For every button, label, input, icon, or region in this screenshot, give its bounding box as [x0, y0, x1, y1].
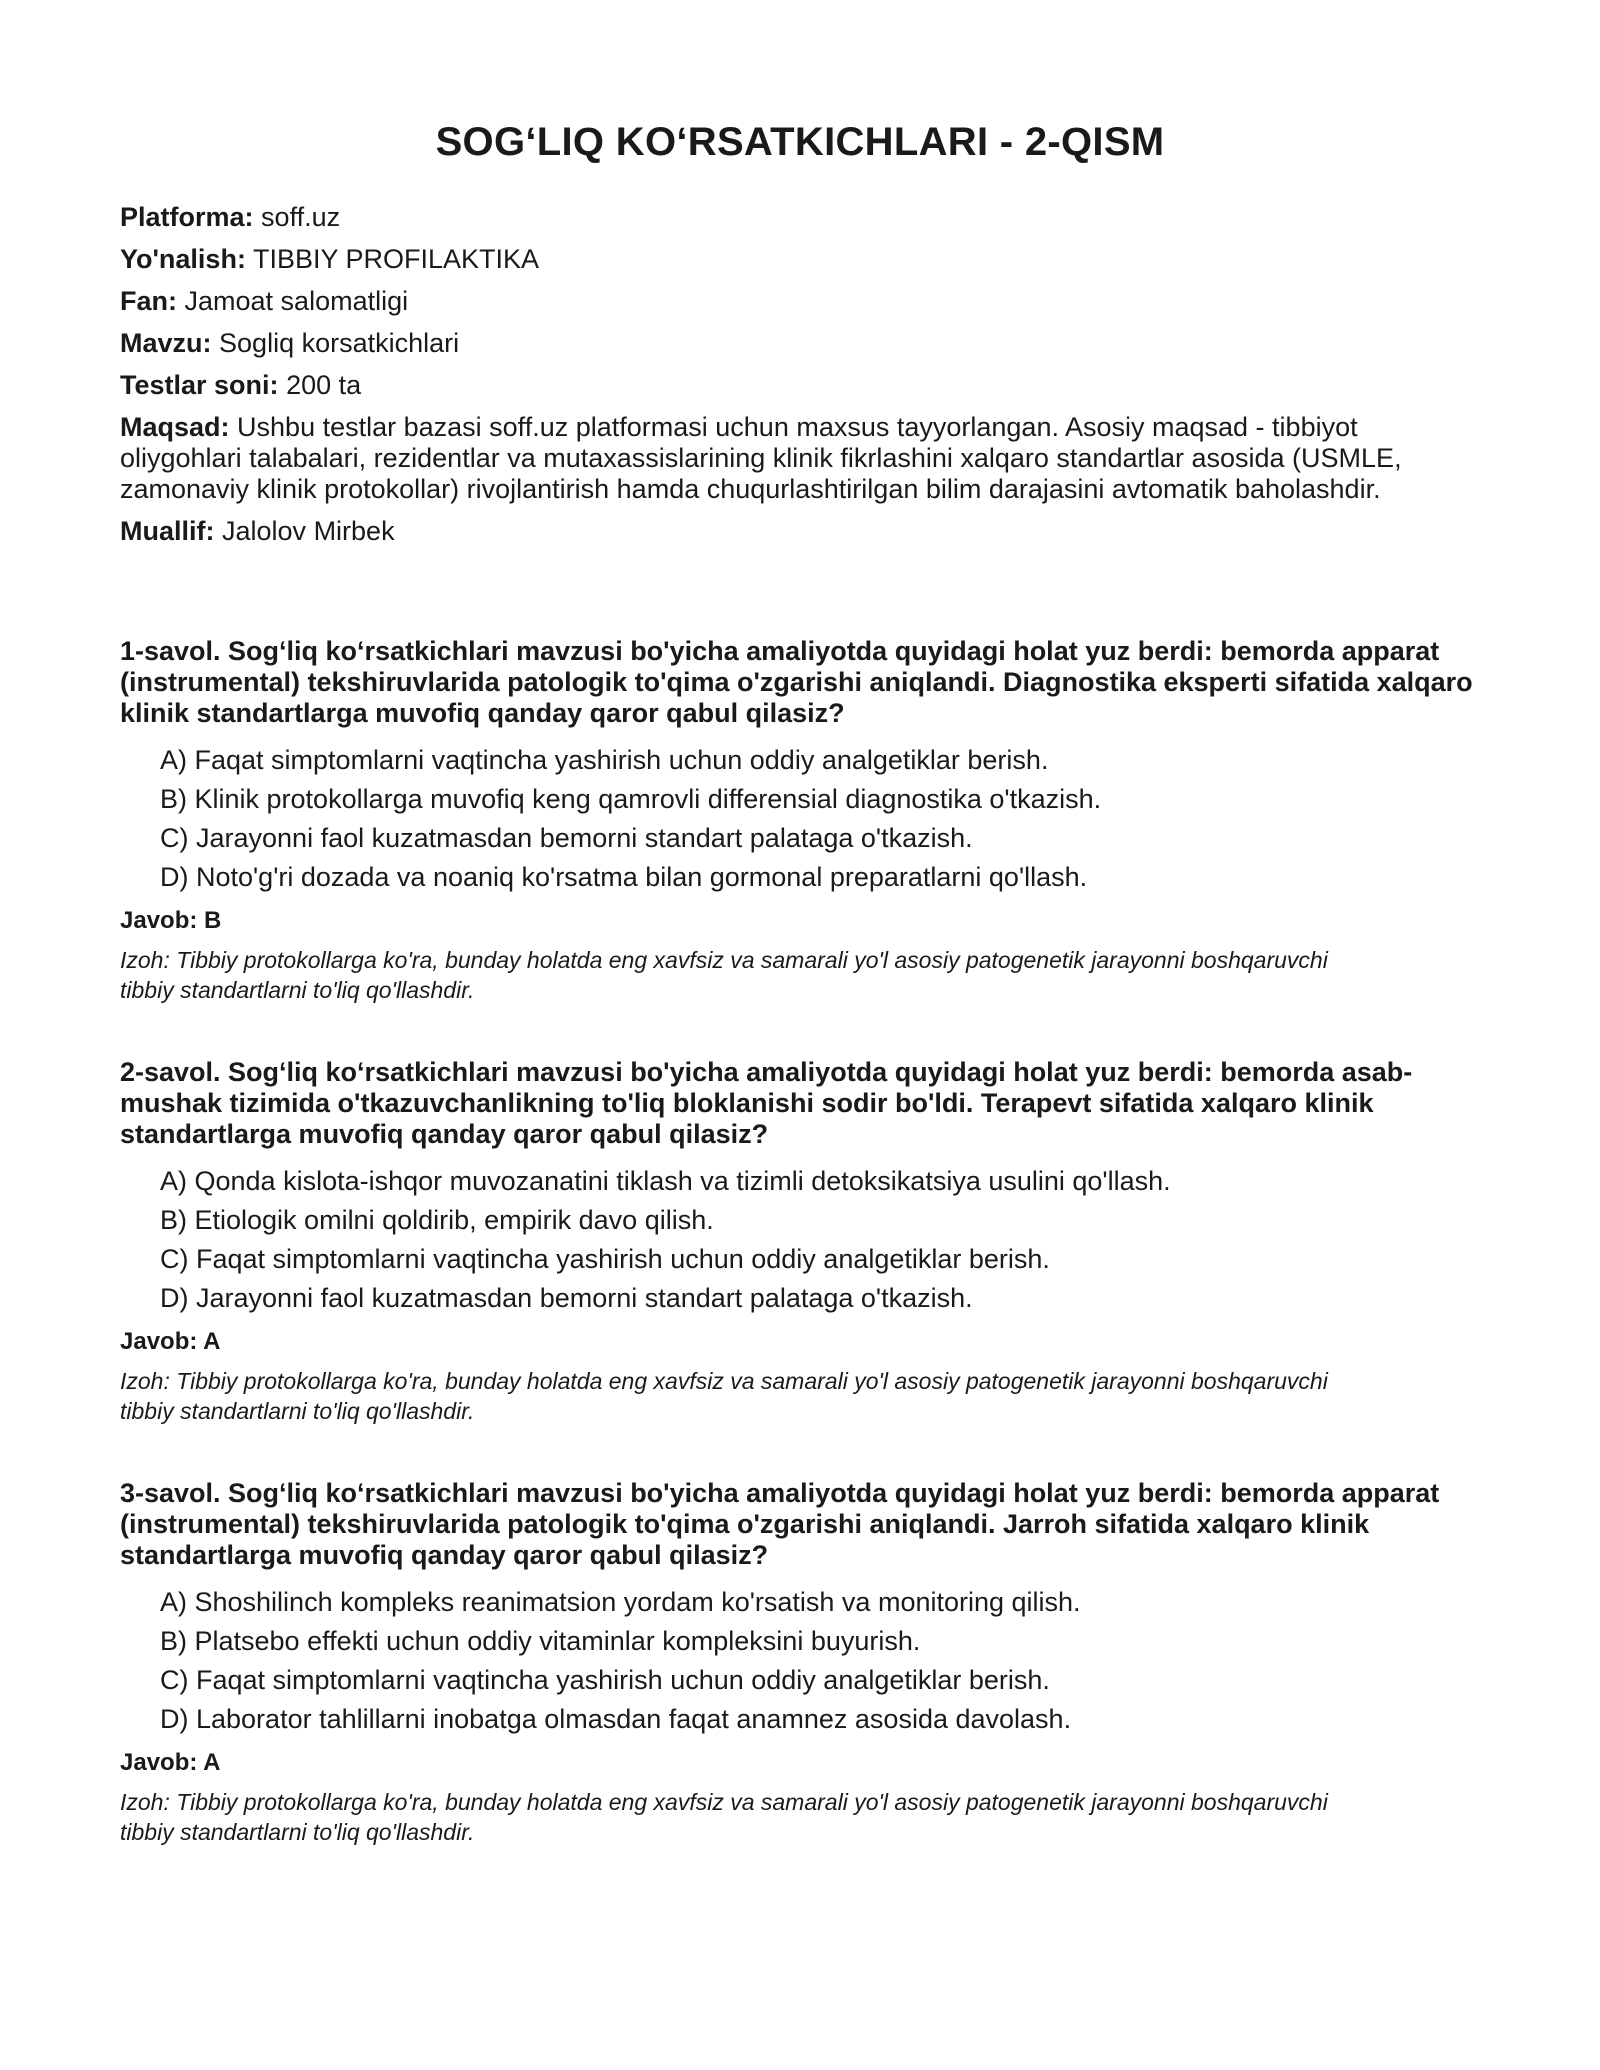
meta-label: Platforma:: [120, 202, 254, 232]
question-1: [120, 636, 1480, 1005]
question-text: 3-savol. Sog‘liq ko‘rsatkichlari mavzusi bo'yicha amaliyotda quyidagi holat yuz berdi: bemorda apparat (instrumental) tekshiruvlarida patologik to'qima o'zgarishi aniqlandi. Jarroh sifatida xalqaro klinik standartlarga muvofiq qanday qaror qabul qilasiz?: [120, 1478, 1440, 1570]
meta-value: TIBBIY PROFILAKTIKA: [252, 244, 540, 274]
meta-platform: [120, 202, 1480, 233]
option-a: A) Shoshilinch kompleks reanimatsion yordam ko'rsatish va monitoring qilish.: [160, 1587, 1081, 1617]
answer-label: Javob: A: [120, 1328, 221, 1355]
question-text: 2-savol. Sog‘liq ko‘rsatkichlari mavzusi bo'yicha amaliyotda quyidagi holat yuz berdi: bemorda asab-mushak tizimida o'tkazuvchanlikning to'liq bloklanishi sodir bo'ldi. Terapevt sifatida xalqaro klinik standartlarga muvofiq qanday qaror qabul qilasiz?: [120, 1057, 1413, 1149]
option-list: [120, 745, 1480, 893]
document-title: SOG‘LIQ KO‘RSATKICHLARI - 2-QISM: [435, 120, 1165, 164]
meta-value: Sogliq korsatkichlari: [219, 328, 460, 358]
question-text: 1-savol. Sog‘liq ko‘rsatkichlari mavzusi bo'yicha amaliyotda quyidagi holat yuz berdi: bemorda apparat (instrumental) tekshiruvlarida patologik to'qima o'zgarishi aniqlandi. Diagnostika eksperti sifatida xalqaro klinik standartlarga muvofiq qanday qaror qabul qilasiz?: [120, 636, 1473, 728]
meta-block: [120, 202, 1480, 547]
option-list: [120, 1587, 1480, 1735]
meta-value: Jalolov Mirbek: [222, 516, 395, 546]
option-b: B) Etiologik omilni qoldirib, empirik davo qilish.: [160, 1205, 714, 1235]
meta-value: Jamoat salomatligi: [184, 286, 409, 316]
option-a: A) Faqat simptomlarni vaqtincha yashirish uchun oddiy analgetiklar berish.: [160, 745, 1049, 775]
explanation-text: Izoh: Tibbiy protokollarga ko'ra, bunday holatda eng xavfsiz va samarali yo'l asosiy patogenetik jarayonni boshqaruvchi tibbiy standartlarni to'liq qo'llashdir.: [120, 947, 1328, 1003]
explanation-text: Izoh: Tibbiy protokollarga ko'ra, bunday holatda eng xavfsiz va samarali yo'l asosiy patogenetik jarayonni boshqaruvchi tibbiy standartlarni to'liq qo'llashdir.: [120, 1368, 1328, 1424]
meta-label: Muallif:: [120, 516, 215, 546]
meta-topic: [120, 328, 1480, 359]
option-c: C) Jarayonni faol kuzatmasdan bemorni standart palataga o'tkazish.: [160, 823, 973, 853]
question-3: [120, 1478, 1480, 1847]
meta-purpose: [120, 412, 1480, 505]
questions-list: [120, 636, 1480, 1847]
option-d: D) Noto'g'ri dozada va noaniq ko'rsatma bilan gormonal preparatlarni qo'llash.: [160, 862, 1088, 892]
meta-label: Testlar soni:: [120, 370, 279, 400]
meta-test-count: [120, 370, 1480, 401]
option-list: [120, 1166, 1480, 1314]
answer-label: Javob: B: [120, 907, 222, 934]
meta-label: Yo'nalish:: [120, 244, 246, 274]
option-d: D) Laborator tahlillarni inobatga olmasdan faqat anamnez asosida davolash.: [160, 1704, 1072, 1734]
meta-value: soff.uz: [261, 202, 341, 232]
meta-label: Maqsad:: [120, 412, 230, 442]
option-c: C) Faqat simptomlarni vaqtincha yashirish uchun oddiy analgetiklar berish.: [160, 1244, 1050, 1274]
option-c: C) Faqat simptomlarni vaqtincha yashirish uchun oddiy analgetiklar berish.: [160, 1665, 1050, 1695]
meta-value: Ushbu testlar bazasi soff.uz platformasi uchun maxsus tayyorlangan. Asosiy maqsad - tibbiyot oliygohlari talabalari, rezidentlar va mutaxassislarining klinik fikrlashini xalqaro standartlar asosida (USMLE, zamonaviy klinik protokollar) rivojlantirish hamda chuqurlashtirilgan bilim darajasini avtomatik baholashdir.: [120, 412, 1402, 504]
meta-direction: [120, 244, 1480, 275]
explanation-text: Izoh: Tibbiy protokollarga ko'ra, bunday holatda eng xavfsiz va samarali yo'l asosiy patogenetik jarayonni boshqaruvchi tibbiy standartlarni to'liq qo'llashdir.: [120, 1789, 1328, 1845]
meta-label: Mavzu:: [120, 328, 212, 358]
meta-author: [120, 516, 1480, 547]
option-d: D) Jarayonni faol kuzatmasdan bemorni standart palataga o'tkazish.: [160, 1283, 973, 1313]
question-2: [120, 1057, 1480, 1426]
option-b: B) Platsebo effekti uchun oddiy vitaminlar kompleksini buyurish.: [160, 1626, 921, 1656]
meta-value: 200 ta: [286, 370, 362, 400]
meta-label: Fan:: [120, 286, 177, 316]
option-b: B) Klinik protokollarga muvofiq keng qamrovli differensial diagnostika o'tkazish.: [160, 784, 1102, 814]
option-a: A) Qonda kislota-ishqor muvozanatini tiklash va tizimli detoksikatsiya usulini qo'llash.: [160, 1166, 1171, 1196]
meta-subject: [120, 286, 1480, 317]
answer-label: Javob: A: [120, 1749, 221, 1776]
